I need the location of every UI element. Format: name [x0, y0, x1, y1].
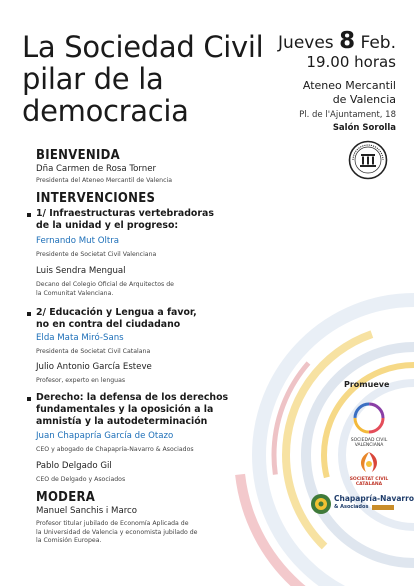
sponsor-caption-line: SOCIETAT CIVIL: [349, 477, 389, 482]
sponsor-caption-line: VALENCIANA: [354, 443, 384, 448]
sponsor-caption: [340, 438, 398, 448]
speaker-role-line: Decano del Colegio Oficial de Arquitectos de: [36, 281, 174, 288]
bullet-icon: [27, 213, 31, 217]
speaker-role: Presidenta de Societat Civil Catalana: [36, 348, 151, 355]
speaker-role: Presidente de Societat Civil Valenciana: [36, 251, 157, 258]
date-month: Feb.: [360, 33, 396, 53]
sponsor-caption-line: & Asociados: [334, 504, 369, 510]
welcome-heading: BIENVENIDA: [36, 148, 120, 163]
topic-title: [36, 208, 316, 232]
speaker-name: Juan Chapapría García de Otazo: [36, 431, 174, 441]
venue-address: Pl. de l'Ajuntament, 18: [299, 110, 396, 120]
date-weekday: Jueves: [278, 33, 334, 53]
speaker-name: Julio Antonio García Esteve: [36, 362, 152, 372]
speaker-role: CEO de Delgado y Asociados: [36, 476, 126, 483]
sponsor-caption-line: SOCIEDAD CIVIL: [350, 438, 388, 443]
speaker-role: CEO y abogado de Chapapría-Navarro & Asociados: [36, 446, 194, 453]
sponsor-caption-line: CATALANA: [355, 482, 383, 487]
topic-title: [36, 392, 316, 428]
welcome-name: Dña Carmen de Rosa Torner: [36, 164, 157, 174]
venue-city: de Valencia: [332, 93, 396, 106]
speaker-role: Profesor, experto en lenguas: [36, 377, 126, 384]
title-line: La Sociedad Civil: [22, 30, 264, 64]
sponsors-heading: Promueve: [344, 380, 390, 389]
chapapria-navarro-logo: [310, 493, 332, 515]
speaker-name: Pablo Delgado Gil: [36, 461, 112, 471]
topic-title-line: fundamentales y la oposición a la: [36, 404, 214, 415]
venue-room: Salón Sorolla: [332, 123, 396, 133]
topic-title: [36, 307, 316, 331]
speaker-name: Luis Sendra Mengual: [36, 266, 126, 276]
topic-title-line: 1/ Infraestructuras vertebradoras: [36, 208, 214, 219]
speaker-role-line: la Comunitat Valenciana.: [36, 289, 114, 297]
topic-title-line: 2/ Educación y Lengua a favor,: [36, 307, 197, 318]
topic-title-line: Derecho: la defensa de los derechos: [36, 392, 229, 403]
event-time: 19.00 horas: [306, 53, 396, 71]
title-line: pilar de la: [22, 62, 164, 96]
sponsor-caption: [340, 477, 398, 487]
venue-name: Ateneo Mercantil: [302, 79, 396, 92]
moderator-name: Manuel Sanchis i Marco: [36, 506, 138, 516]
moderator-role-line: la Comisión Europea.: [36, 537, 102, 544]
moderator-role-line: Profesor titular jubilado de Economía Aplicada de: [36, 520, 189, 527]
societat-civil-catalana-logo: [352, 450, 386, 476]
event-title: [22, 31, 272, 127]
topic-title-line: amnistía y la autodeterminación: [36, 416, 208, 427]
date-day: 8: [339, 28, 356, 54]
bullet-icon: [27, 397, 31, 401]
speaker-name: Fernando Mut Oltra: [36, 236, 120, 246]
moderator-role-line: la Universidad de Valencia y economista jubilado de: [36, 528, 198, 536]
topic-title-line: no en contra del ciudadano: [36, 319, 181, 330]
moderator-role: [36, 520, 316, 546]
speaker-role: [36, 281, 316, 298]
title-line: democracia: [22, 94, 189, 128]
moderator-heading: MODERA: [36, 490, 96, 505]
sponsor-badge: [372, 505, 394, 510]
event-date: [278, 28, 396, 71]
event-venue: [299, 79, 396, 134]
interventions-heading: INTERVENCIONES: [36, 191, 156, 206]
bullet-icon: [27, 312, 31, 316]
ateneo-seal-logo: [348, 140, 388, 180]
topic-title-line: de la unidad y el progreso:: [36, 220, 179, 231]
sponsor-caption-line: Chapapría-Navarro: [334, 494, 414, 503]
sociedad-civil-valenciana-logo: [351, 400, 387, 436]
welcome-role: Presidenta del Ateneo Mercantil de Valencia: [36, 177, 172, 184]
speaker-name: Elda Mata Miró-Sans: [36, 333, 124, 343]
